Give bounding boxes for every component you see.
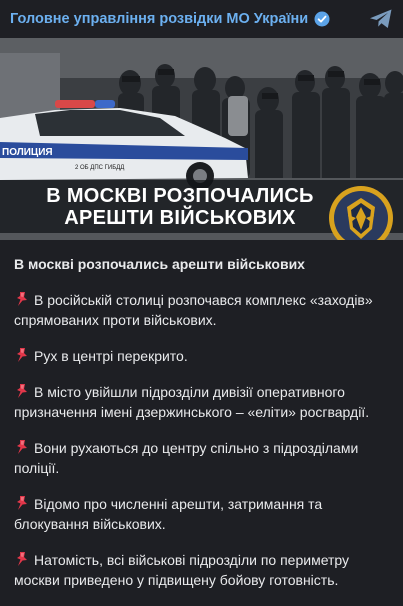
pushpin-icon bbox=[14, 439, 30, 455]
car-small-text: 2 ОБ ДПС ГИБДД bbox=[75, 165, 125, 171]
banner-line-1: В МОСКВІ РОЗПОЧАЛИСЬ bbox=[46, 185, 314, 207]
pushpin-icon bbox=[14, 347, 30, 363]
pushpin-icon bbox=[14, 383, 30, 399]
paragraph-text: Вони рухаються до центру спільно з підрозділами поліції. bbox=[14, 440, 359, 476]
pushpin-icon bbox=[14, 291, 30, 307]
paragraph-text: Натомість, всі військові підрозділи по периметру москви приведено у підвищену бойову готовність. bbox=[14, 552, 350, 588]
post-image[interactable] bbox=[0, 38, 403, 240]
post-body bbox=[0, 240, 403, 606]
post-paragraph bbox=[14, 346, 389, 366]
gur-emblem-icon bbox=[328, 185, 394, 240]
post-paragraph bbox=[14, 494, 389, 534]
banner-line-2: АРЕШТИ ВІЙСЬКОВИХ bbox=[64, 207, 296, 229]
telegram-icon[interactable] bbox=[369, 8, 393, 30]
paragraph-text: Рух в центрі перекрито. bbox=[34, 348, 188, 364]
post-paragraph bbox=[14, 438, 389, 478]
pushpin-icon bbox=[14, 551, 30, 567]
banner-headline bbox=[40, 185, 320, 229]
post-paragraph bbox=[14, 290, 389, 330]
verified-badge-icon bbox=[314, 11, 330, 27]
channel-title[interactable] bbox=[10, 11, 330, 27]
paragraph-text: В російській столиці розпочався комплекс «заходів» спрямованих проти військових. bbox=[14, 292, 373, 328]
car-police-text: ПОЛИЦИЯ bbox=[2, 147, 53, 158]
paragraph-text: Відомо про численні арешти, затримання та блокування військових. bbox=[14, 496, 323, 532]
post-paragraph bbox=[14, 550, 389, 590]
post-title: В москві розпочались арешти військових bbox=[14, 256, 305, 272]
paragraph-text: В місто увійшли підрозділи дивізії оперативного призначення імені дзержинського – «еліти» росгвардії. bbox=[14, 384, 370, 420]
post-paragraph bbox=[14, 382, 389, 422]
channel-name[interactable]: Головне управління розвідки МО України bbox=[10, 11, 309, 27]
channel-header bbox=[0, 0, 403, 38]
pushpin-icon bbox=[14, 495, 30, 511]
